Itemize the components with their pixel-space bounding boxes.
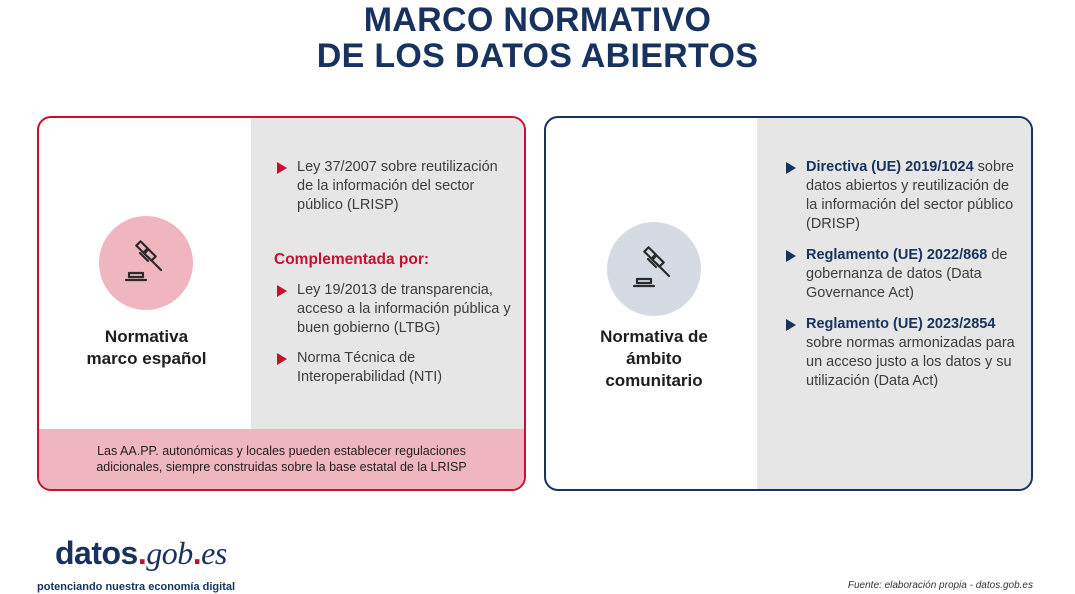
source-note: Fuente: elaboración propia - datos.gob.es <box>847 580 1033 591</box>
law-description: de gobernanza de datos (Data Governance Act) <box>806 247 1008 301</box>
law-name: Reglamento (UE) 2023/2854 <box>806 316 996 332</box>
spanish-framework-card <box>37 116 526 491</box>
law-description: sobre datos abiertos y reutilización de la información del sector público (DRISP) <box>806 159 1014 232</box>
gavel-icon <box>123 240 169 286</box>
regional-note-band <box>39 429 524 489</box>
logo-dot: . <box>192 535 202 571</box>
spanish-label-line-1: Normativa <box>104 327 189 346</box>
bullet-triangle-icon <box>277 162 287 174</box>
eu-law-list <box>783 158 1023 403</box>
list-item <box>783 246 1023 303</box>
logo-dot: . <box>137 535 147 571</box>
eu-label-line-2: ámbito <box>626 349 682 368</box>
page-title-line-2: DE LOS DATOS ABIERTOS <box>316 37 759 75</box>
bullet-triangle-icon <box>786 319 796 331</box>
list-item <box>783 315 1023 391</box>
page-title-line-1: MARCO NORMATIVO <box>363 1 712 39</box>
spanish-framework-label <box>59 326 234 370</box>
list-item <box>274 281 514 338</box>
law-text: Norma Técnica de Interoperabilidad (NTI) <box>297 350 443 385</box>
gavel-icon <box>631 246 677 292</box>
regional-note-line-1: Las AA.PP. autonómicas y locales pueden establecer regulaciones <box>97 444 466 458</box>
bullet-triangle-icon <box>277 353 287 365</box>
law-text: Ley 37/2007 sobre reutilización de la información del sector público (LRISP) <box>297 159 498 213</box>
logo-part-gob: gob <box>146 535 193 571</box>
law-name: Reglamento (UE) 2022/868 <box>806 247 988 263</box>
logo-part-es: es <box>201 535 227 571</box>
bullet-triangle-icon <box>786 250 796 262</box>
complemented-heading: Complementada por: <box>274 251 430 268</box>
law-text: Ley 19/2013 de transparencia, acceso a la información pública y buen gobierno (LTBG) <box>297 282 511 336</box>
logo-part-datos: datos <box>55 535 138 571</box>
spanish-icon-circle <box>99 216 193 310</box>
spanish-label-line-2: marco español <box>86 349 207 368</box>
list-item <box>274 349 514 387</box>
eu-framework-card <box>544 116 1033 491</box>
law-name: Directiva (UE) 2019/1024 <box>806 159 974 175</box>
eu-label-line-1: Normativa de <box>600 327 708 346</box>
eu-label-line-3: comunitario <box>605 371 703 390</box>
bullet-triangle-icon <box>786 162 796 174</box>
list-item <box>274 158 514 215</box>
regional-note-line-2: adicionales, siempre construidas sobre la base estatal de la LRISP <box>96 460 467 474</box>
spanish-complementary-law-list <box>274 281 514 398</box>
eu-framework-label <box>564 326 744 392</box>
brand-tagline: potenciando nuestra economía digital <box>37 581 236 593</box>
list-item <box>783 158 1023 234</box>
spanish-main-law-list <box>274 158 514 226</box>
eu-icon-circle <box>607 222 701 316</box>
bullet-triangle-icon <box>277 285 287 297</box>
law-description: sobre normas armonizadas para un acceso justo a los datos y su utilización (Data Act) <box>806 335 1015 389</box>
datos-gob-es-logo <box>55 535 227 572</box>
